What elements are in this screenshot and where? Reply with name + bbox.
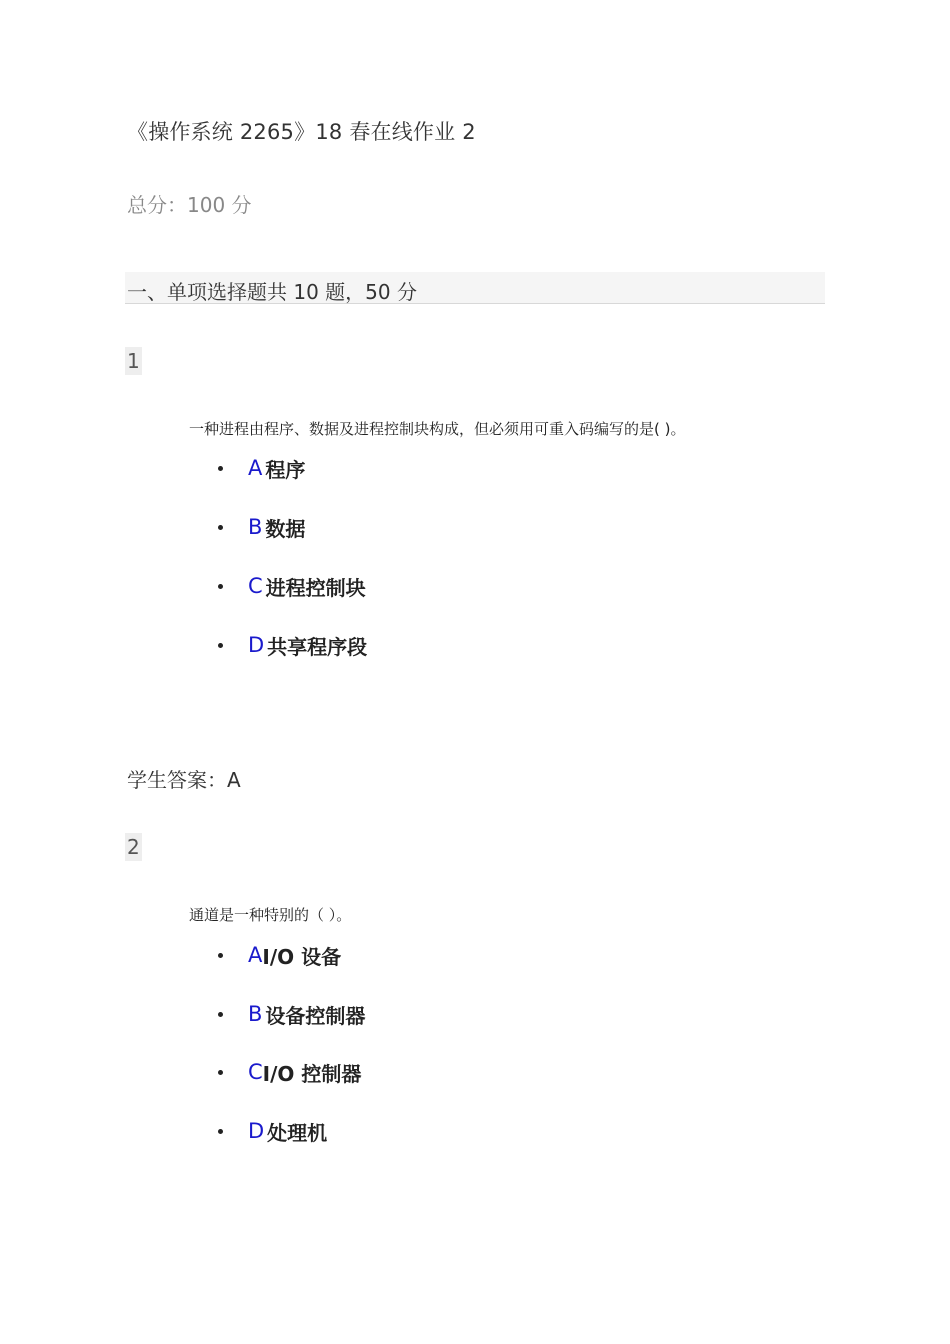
option-item[interactable] [218, 1058, 361, 1086]
option-letter: A [248, 943, 263, 967]
option-text: 进程控制块 [265, 575, 366, 600]
option-text: 设备控制器 [265, 1003, 366, 1028]
option-text: 处理机 [267, 1120, 328, 1145]
question-text: 一种进程由程序、数据及进程控制块构成，但必须用可重入码编写的是( )。 [189, 420, 686, 438]
question-text: 通道是一种特别的（ ）。 [189, 906, 352, 924]
bullet-icon [218, 584, 223, 589]
page-title: 《操作系统 2265》18 春在线作业 2 [127, 120, 476, 144]
option-letter: A [248, 456, 263, 480]
option-item[interactable] [218, 513, 305, 541]
option-letter: D [248, 633, 265, 657]
option-item[interactable] [218, 941, 341, 969]
bullet-icon [218, 1012, 223, 1017]
section-header-label: 一、单项选择题共 10 题，50 分 [127, 280, 417, 304]
section-header [125, 272, 825, 304]
option-letter: C [248, 1060, 263, 1084]
option-item[interactable] [218, 1000, 365, 1028]
option-text: 数据 [265, 516, 306, 541]
bullet-icon [218, 1129, 223, 1134]
option-item[interactable] [218, 454, 305, 482]
option-letter: B [248, 515, 263, 539]
option-letter: C [248, 574, 263, 598]
option-text: 程序 [265, 457, 306, 482]
bullet-icon [218, 525, 223, 530]
bullet-icon [218, 466, 223, 471]
student-answer: 学生答案：A [127, 768, 241, 792]
option-letter: D [248, 1119, 265, 1143]
bullet-icon [218, 643, 223, 648]
question-number: 2 [127, 835, 140, 859]
option-item[interactable] [218, 1117, 327, 1145]
option-text: I/O 设备 [262, 944, 342, 969]
bullet-icon [218, 1070, 223, 1075]
bullet-icon [218, 953, 223, 958]
option-letter: B [248, 1002, 263, 1026]
option-item[interactable] [218, 631, 367, 659]
question-number: 1 [127, 349, 140, 373]
option-text: I/O 控制器 [262, 1061, 362, 1086]
total-score: 总分：100 分 [127, 193, 252, 217]
option-item[interactable] [218, 572, 366, 600]
option-text: 共享程序段 [267, 634, 368, 659]
